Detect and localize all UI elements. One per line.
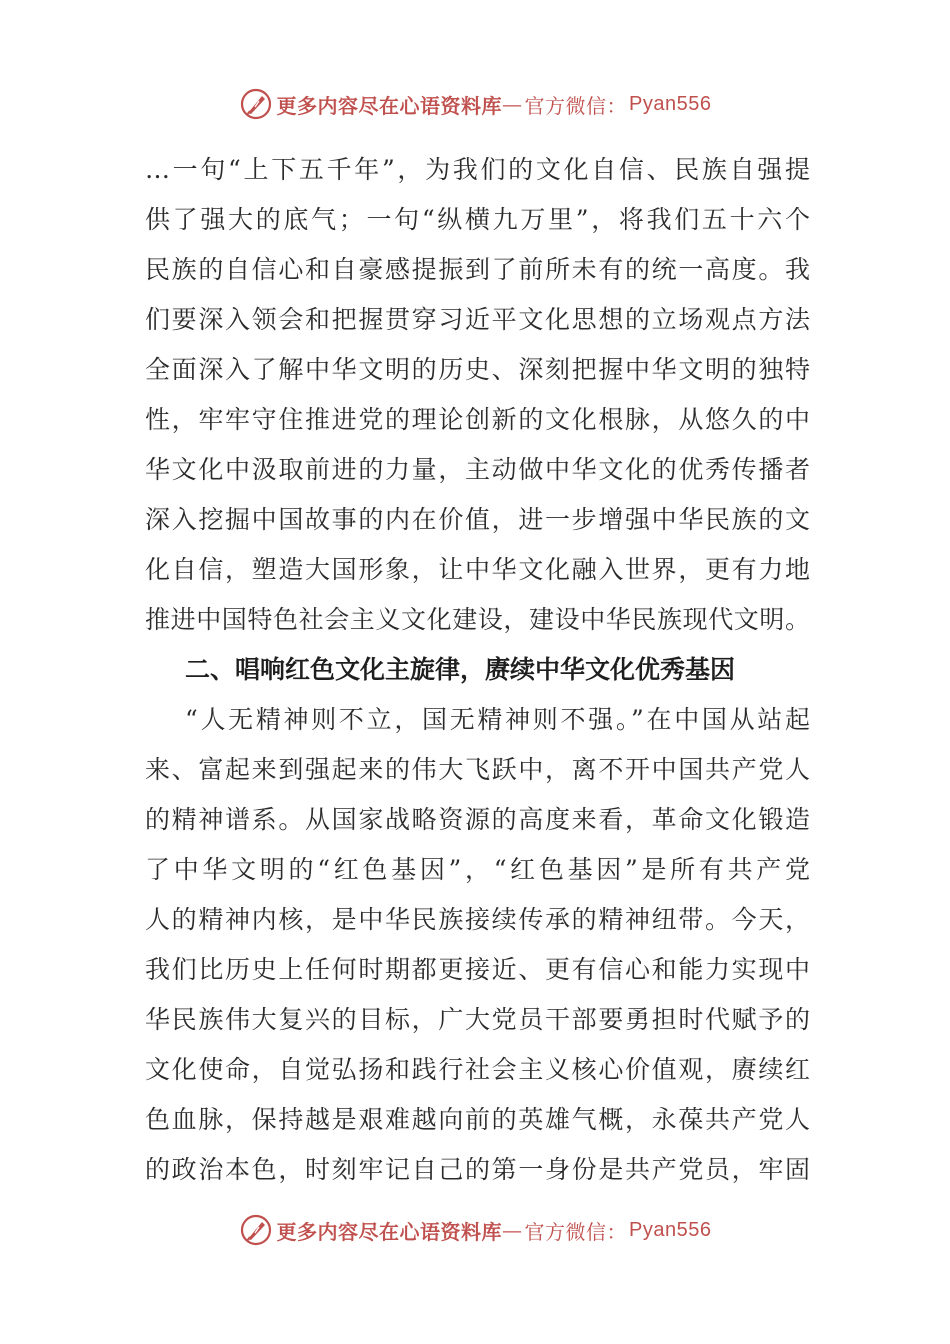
wechat-id: Pyan556 xyxy=(629,1218,712,1241)
body-line: 色血脉，保持越是艰难越向前的英雄气概，永葆共产党人 xyxy=(145,1105,810,1134)
body-line: 深入挖掘中国故事的内在价值，进一步增强中华民族的文 xyxy=(145,505,810,534)
wechat-label: 官方微信： xyxy=(524,93,628,118)
separator-dash: — xyxy=(502,92,523,116)
body-line: 华文化中汲取前进的力量，主动做中华文化的优秀传播者 xyxy=(145,455,810,484)
body-line: 性，牢牢守住推进党的理论创新的文化根脉，从悠久的中 xyxy=(145,405,810,434)
body-line: 的政治本色，时刻牢记自己的第一身份是共产党员，牢固 xyxy=(145,1155,810,1184)
wechat-id: Pyan556 xyxy=(629,92,712,115)
quill-logo-icon xyxy=(239,87,273,121)
body-line: 华民族伟大复兴的目标，广大党员干部要勇担时代赋予的 xyxy=(145,1005,810,1034)
section-heading: 二、唱响红色文化主旋律，赓续中华文化优秀基因 xyxy=(185,655,736,684)
separator-dash: — xyxy=(502,1218,523,1242)
body-line: 推进中国特色社会主义文化建设，建设中华民族现代文明。 xyxy=(145,605,810,634)
quill-logo-icon xyxy=(239,1213,273,1247)
site-name: 更多内容尽在心语资料库 xyxy=(276,93,503,118)
site-name: 更多内容尽在心语资料库 xyxy=(276,1219,503,1244)
header-banner xyxy=(0,82,950,126)
body-line: …一句“上下五千年”，为我们的文化自信、民族自强提 xyxy=(145,155,810,184)
body-line: “人无精神则不立，国无精神则不强。”在中国从站起 xyxy=(185,705,810,734)
body-line: 来、富起来到强起来的伟大飞跃中，离不开中国共产党人 xyxy=(145,755,810,784)
body-line: 全面深入了解中华文明的历史、深刻把握中华文明的独特 xyxy=(145,355,810,384)
wechat-label: 官方微信： xyxy=(524,1219,628,1244)
body-line: 供了强大的底气；一句“纵横九万里”，将我们五十六个 xyxy=(145,205,810,234)
body-line: 文化使命，自觉弘扬和践行社会主义核心价值观，赓续红 xyxy=(145,1055,810,1084)
body-line: 的精神谱系。从国家战略资源的高度来看，革命文化锻造 xyxy=(145,805,810,834)
body-line: 们要深入领会和把握贯穿习近平文化思想的立场观点方法 xyxy=(145,305,810,334)
body-line: 化自信，塑造大国形象，让中华文化融入世界，更有力地 xyxy=(145,555,810,584)
footer-banner xyxy=(0,1208,950,1252)
body-line: 民族的自信心和自豪感提振到了前所未有的统一高度。我 xyxy=(145,255,810,284)
body-line: 人的精神内核，是中华民族接续传承的精神纽带。今天， xyxy=(145,905,810,934)
body-line: 了中华文明的“红色基因”，“红色基因”是所有共产党 xyxy=(145,855,810,884)
document-body xyxy=(145,145,810,1195)
body-line: 我们比历史上任何时期都更接近、更有信心和能力实现中 xyxy=(145,955,810,984)
